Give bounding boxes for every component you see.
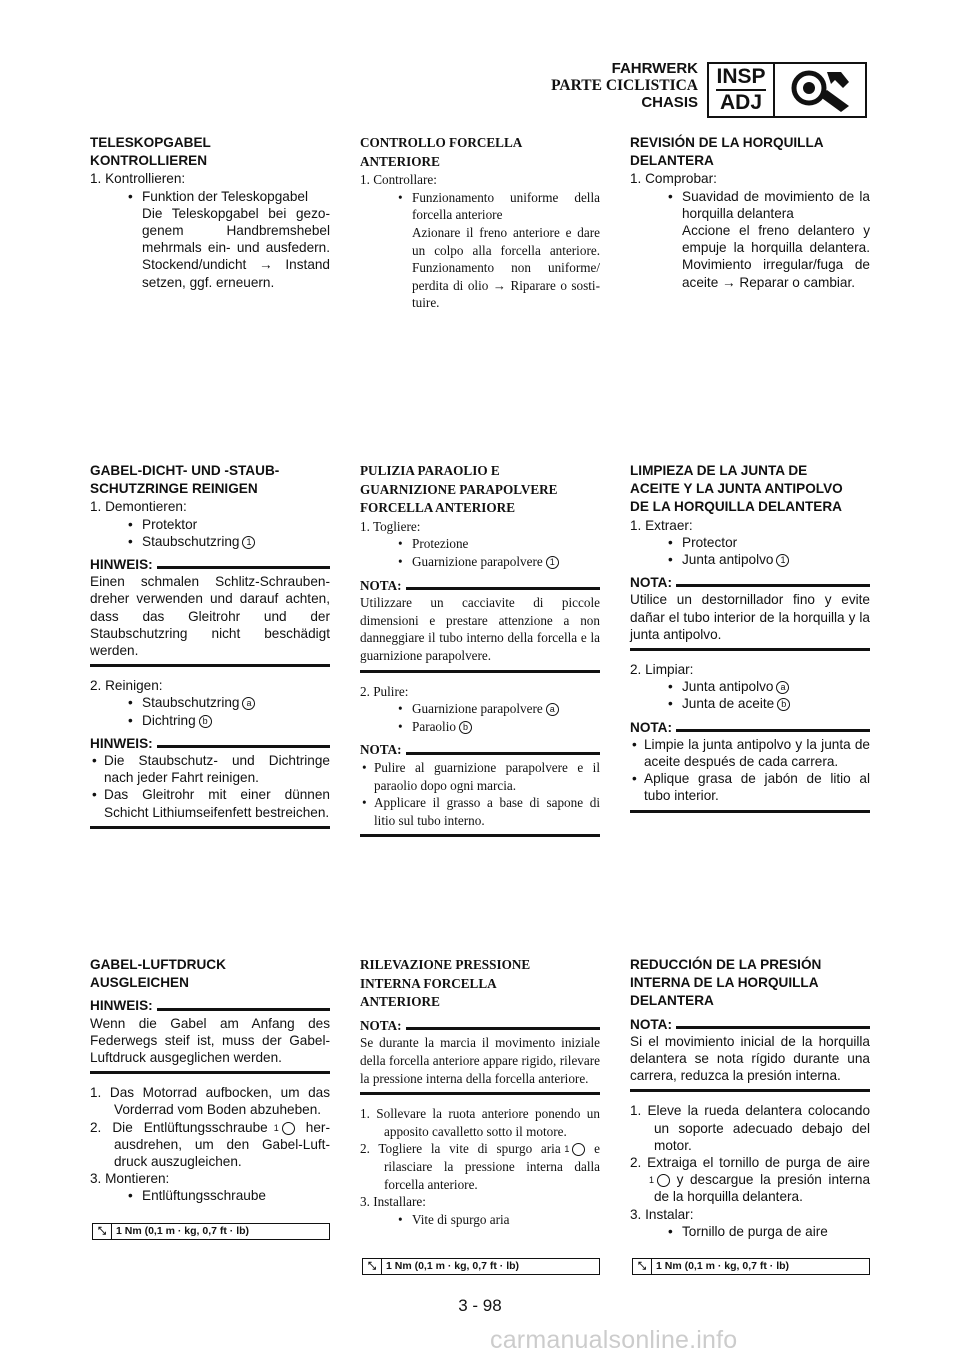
sec1-de-step1: 1. Kontrollieren: [90, 171, 186, 187]
sec2-de-note1-head [90, 556, 330, 573]
sec3-de-s1: 1. Das Motorrad aufbocken, um das Vorderrad vom Boden abzuheben. [90, 1085, 330, 1118]
sec1-it-bullet1: • Funzionamento uniforme della forcella anteriore [360, 189, 600, 224]
sec2-it-note1-head [360, 577, 600, 595]
sec2-it-n2: • Applicare il grasso a base di sapone di litio sul tubo interno. [360, 794, 600, 829]
torque-wrench-icon: ⤡ [93, 1224, 112, 1239]
sec3-es-title1: REDUCCIÓN DE LA PRESIÓN [630, 957, 822, 972]
sec2-de-note1: Einen schmalen Schlitz-Schraubendreher verwenden und darauf achten, dass das Gleitrohr und der Staubschutzring nicht beschädigt werden. [90, 574, 330, 659]
note-label: NOTA: [360, 577, 402, 593]
note-end-rule [90, 1071, 330, 1074]
sec3-es-note-head [630, 1016, 870, 1033]
sec2-it-b2-text: Guarnizione parapolvere [412, 553, 543, 569]
callout-marker: b [199, 715, 212, 728]
sec2-es-b3 [630, 678, 870, 695]
sec2-es-n1: • Limpie la junta antipolvo y la junta de aceite después de cada carrera. [630, 736, 870, 770]
sec1-it-text: Azionare il freno anteriore e dare un colpo alla forcella anteriore. Funzionamento non uniforme/ perdita di olio → Riparare o sostituire. [412, 224, 600, 311]
sec3-de-s2b: herausdrehen, um den Gabel-Luftdruck auszugleichen. [114, 1119, 330, 1170]
callout-marker: 1 [546, 556, 559, 569]
chapter-header [551, 60, 698, 111]
note-label: NOTA: [630, 1016, 673, 1032]
sec1-de-bullet1: • Funktion der Teleskopgabel [90, 188, 330, 205]
sec2-es-b4 [630, 695, 870, 712]
header-line-de: FAHRWERK [611, 60, 698, 77]
sec2-it-b4-text: Paraolio [412, 718, 456, 734]
sec2-es-note1: Utilice un destornillador fino y evite dañar el tubo interior de la horquilla y la junta antipolvo. [630, 592, 870, 642]
sec2-es-n2: • Aplique grasa de jabón de litio al tubo interior. [630, 770, 870, 804]
note-label: HINWEIS: [90, 735, 153, 751]
sec3-de-s2a: 2. Die Entlüftungsschraube [90, 1119, 268, 1135]
badge-top-text: INSP [716, 65, 766, 88]
note-end-rule [90, 664, 330, 667]
note-rule [676, 584, 870, 587]
sec3-de-note: Wenn die Gabel am Anfang des Federwegs steif ist, muss der Gabel-Luftdruck ausgeglichen werden. [90, 1015, 330, 1066]
note-label: NOTA: [630, 719, 673, 735]
note-rule [676, 729, 870, 732]
sec3-de-b1: • Entlüftungsschraube [90, 1187, 330, 1204]
sec1-de [90, 134, 330, 291]
note-rule [406, 1027, 600, 1030]
sec2-de-n2: • Das Gleitrohr mit einer dünnen Schicht Lithiumseifenfett bestreichen. [90, 786, 330, 820]
sec1-it-title1: CONTROLLO FORCELLA [360, 135, 523, 150]
sec2-de-b2-text: Staubschutzring [142, 533, 240, 549]
note-rule [157, 566, 330, 569]
sec3-it-note-head [360, 1017, 600, 1035]
callout-marker: a [242, 697, 255, 710]
torque-value: 1 Nm (0,1 m · kg, 0,7 ft · lb) [116, 1225, 250, 1237]
sec1-it-title2: ANTERIORE [360, 153, 440, 169]
note-label: NOTA: [360, 742, 402, 758]
sec3-es-s1: 1. Eleve la rueda delantera colocando un soporte adecuado debajo del motor. [630, 1103, 870, 1153]
sec3-es-s2 [630, 1154, 870, 1206]
sec3-de-title1: GABEL-LUFTDRUCK [90, 957, 226, 972]
sec2-es-step2: 2. Limpiar: [630, 662, 694, 678]
note-rule [406, 587, 600, 590]
sec2-es-note2-head [630, 719, 870, 736]
sec2-it-title3: FORCELLA ANTERIORE [360, 500, 515, 516]
sec3-es [630, 956, 870, 1240]
sec3-de-note-head [90, 997, 330, 1014]
sec2-de-step1: 1. Demontieren: [90, 499, 187, 515]
callout-marker: 1 [776, 554, 789, 567]
insp-adj-label [709, 64, 775, 116]
sec2-de-b3 [90, 694, 330, 711]
badge-bottom-text: ADJ [719, 91, 762, 114]
sec1-es-step1: 1. Comprobar: [630, 171, 717, 187]
sec1-es [630, 134, 870, 291]
header-line-es: CHASIS [641, 94, 698, 111]
note-end-rule [90, 826, 330, 829]
sec2-de-b3-text: Staubschutzring [142, 695, 240, 711]
note-rule [157, 745, 330, 748]
note-end-rule [360, 1092, 600, 1095]
sec2-es-b2 [630, 551, 870, 568]
sec2-it-note2-head [360, 741, 600, 759]
sec2-es-b4-text: Junta de aceite [682, 696, 775, 712]
sec3-it-b1: • Vite di spurgo aria [360, 1211, 600, 1229]
sec1-es-bullet1: • Suavidad de movimiento de la horquilla delantera [630, 188, 870, 222]
sec3-it-torque [362, 1258, 600, 1275]
note-end-rule [630, 810, 870, 813]
sec3-it-s2a: 2. Togliere la vite di spurgo aria [360, 1141, 561, 1157]
sec2-de-title2: SCHUTZRINGE REINIGEN [90, 481, 258, 497]
sec3-it-s2 [360, 1140, 600, 1193]
torque-value: 1 Nm (0,1 m · kg, 0,7 ft · lb) [386, 1260, 520, 1272]
sec3-es-title2: INTERNA DE LA HORQUILLA [630, 975, 819, 991]
callout-marker: 1 [242, 536, 255, 549]
sec3-de-s2 [90, 1119, 330, 1171]
sec2-de-b4-text: Dichtring [142, 712, 196, 728]
callout-marker: 1 [657, 1174, 670, 1187]
note-end-rule [360, 834, 600, 837]
sec2-es-title1: LIMPIEZA DE LA JUNTA DE [630, 463, 808, 478]
sec2-de-b4 [90, 712, 330, 729]
sec2-de-b1: • Protektor [90, 516, 330, 533]
sec1-es-text: Accione el freno delantero y empuje la horquilla delantera. Movimiento irregular/fuga de aceite → Reparar o cambiar. [682, 223, 870, 290]
sec3-it-title2: INTERNA FORCELLA [360, 975, 497, 991]
sec2-es-note1-head [630, 574, 870, 591]
callout-marker: a [776, 681, 789, 694]
sec3-it-title3: ANTERIORE [360, 994, 440, 1010]
sec2-it-title2: GUARNIZIONE PARAPOLVERE [360, 481, 558, 497]
sec1-de-title1: TELESKOPGABEL [90, 135, 211, 150]
torque-wrench-icon: ⤡ [363, 1259, 382, 1274]
sec2-it-title1: PULIZIA PARAOLIO E [360, 463, 500, 478]
note-label: NOTA: [360, 1017, 402, 1033]
callout-marker: b [777, 698, 790, 711]
sec3-it-title1: RILEVAZIONE PRESSIONE [360, 957, 531, 972]
callout-marker: 1 [572, 1143, 585, 1156]
header-line-it: PARTE CICLISTICA [551, 77, 698, 94]
sec2-it-step2: 2. Pulire: [360, 683, 409, 699]
sec2-de-title1: GABEL-DICHT- UND -STAUB- [90, 463, 280, 478]
sec2-es-b2-text: Junta antipolvo [682, 552, 774, 568]
sec3-it-s2b: e rilasciare la pressione interna dalla forcella anteriore. [384, 1141, 601, 1192]
sec1-de-text: Die Teleskopgabel bei gezogenem Handbremshebel mehrmals ein- und ausfedern. Stockend/undicht → Instand setzen, ggf. erneuern. [142, 205, 330, 290]
torque-value: 1 Nm (0,1 m · kg, 0,7 ft · lb) [656, 1260, 790, 1272]
note-label: HINWEIS: [90, 998, 153, 1014]
note-end-rule [630, 648, 870, 651]
sec2-de-step2: 2. Reinigen: [90, 678, 163, 694]
watermark-footer: carmanualsonline.info [490, 1326, 738, 1354]
sec2-it [360, 462, 600, 847]
note-rule [406, 752, 600, 755]
sec1-es-title2: DELANTERA [630, 153, 714, 169]
sec3-es-s3: 3. Instalar: [630, 1206, 694, 1222]
sec2-de-note2-head [90, 735, 330, 752]
note-rule [157, 1008, 330, 1011]
sec2-it-note1: Utilizzare un cacciavite di piccole dimensioni e prestare attenzione a non danneggiare il tubo interno della forcella e la guarnizione parapolvere. [360, 595, 600, 663]
sec2-es-step1: 1. Extraer: [630, 517, 693, 533]
sec2-es-b1: • Protector [630, 534, 870, 551]
torque-wrench-icon: ⤡ [633, 1259, 652, 1274]
sec3-es-s2a: 2. Extraiga el tornillo de purga de aire [630, 1155, 870, 1171]
page-number: 3 - 98 [458, 1296, 502, 1315]
sec2-it-b4 [360, 718, 600, 736]
note-end-rule [360, 670, 600, 673]
sec2-es-title2: ACEITE Y LA JUNTA ANTIPOLVO [630, 481, 843, 497]
sec2-es-title3: DE LA HORQUILLA DELANTERA [630, 499, 842, 515]
sec3-es-s2b: y descargue la presión interna de la horquilla delantera. [654, 1172, 870, 1205]
sec3-es-title3: DELANTERA [630, 993, 714, 1009]
sec3-de-torque [92, 1223, 330, 1240]
sec1-es-title1: REVISIÓN DE LA HORQUILLA [630, 135, 824, 150]
sec3-it-s1: 1. Sollevare la ruota anteriore ponendo un apposito cavalletto sotto il motore. [360, 1106, 600, 1139]
sec3-de-title2: AUSGLEICHEN [90, 975, 189, 991]
sec2-it-b3 [360, 700, 600, 718]
wrench-inspection-icon [775, 64, 865, 116]
sec3-it-note: Se durante la marcia il movimento iniziale della forcella anteriore appare rigido, rilevare la pressione interna della forcella anteriore. [360, 1035, 600, 1086]
sec3-it-s3: 3. Installare: [360, 1194, 426, 1210]
sec2-it-step1: 1. Togliere: [360, 518, 421, 534]
sec3-it [360, 956, 600, 1228]
sec2-de-n1: • Die Staubschutz- und Dichtringe nach jeder Fahrt reinigen. [90, 752, 330, 786]
callout-marker: a [546, 703, 559, 716]
note-end-rule [630, 1089, 870, 1092]
sec2-de [90, 462, 330, 839]
sec2-it-n1: • Pulire al guarnizione parapolvere e il paraolio dopo ogni marcia. [360, 759, 600, 794]
sec3-de-s3: 3. Montieren: [90, 1171, 170, 1187]
note-label: NOTA: [630, 575, 673, 591]
sec1-de-title2: KONTROLLIEREN [90, 153, 208, 169]
callout-marker: 1 [282, 1122, 295, 1135]
sec2-es [630, 462, 870, 823]
sec2-it-b1: • Protezione [360, 535, 600, 553]
insp-adj-badge [707, 62, 867, 118]
sec3-es-torque [632, 1258, 870, 1275]
sec3-de [90, 956, 330, 1205]
sec2-de-b2 [90, 533, 330, 550]
note-label: HINWEIS: [90, 557, 153, 573]
note-rule [676, 1026, 870, 1029]
sec3-es-note: Si el movimiento inicial de la horquilla delantera se nota rígido durante una carrera, reduzca la presión interna. [630, 1033, 870, 1084]
sec1-it-step1: 1. Controllare: [360, 172, 437, 188]
callout-marker: b [459, 721, 472, 734]
sec2-es-b3-text: Junta antipolvo [682, 679, 774, 695]
sec1-it [360, 134, 600, 312]
sec3-es-b1: • Tornillo de purga de aire [630, 1223, 870, 1240]
sec2-it-b2 [360, 553, 600, 571]
sec2-it-b3-text: Guarnizione parapolvere [412, 701, 543, 717]
